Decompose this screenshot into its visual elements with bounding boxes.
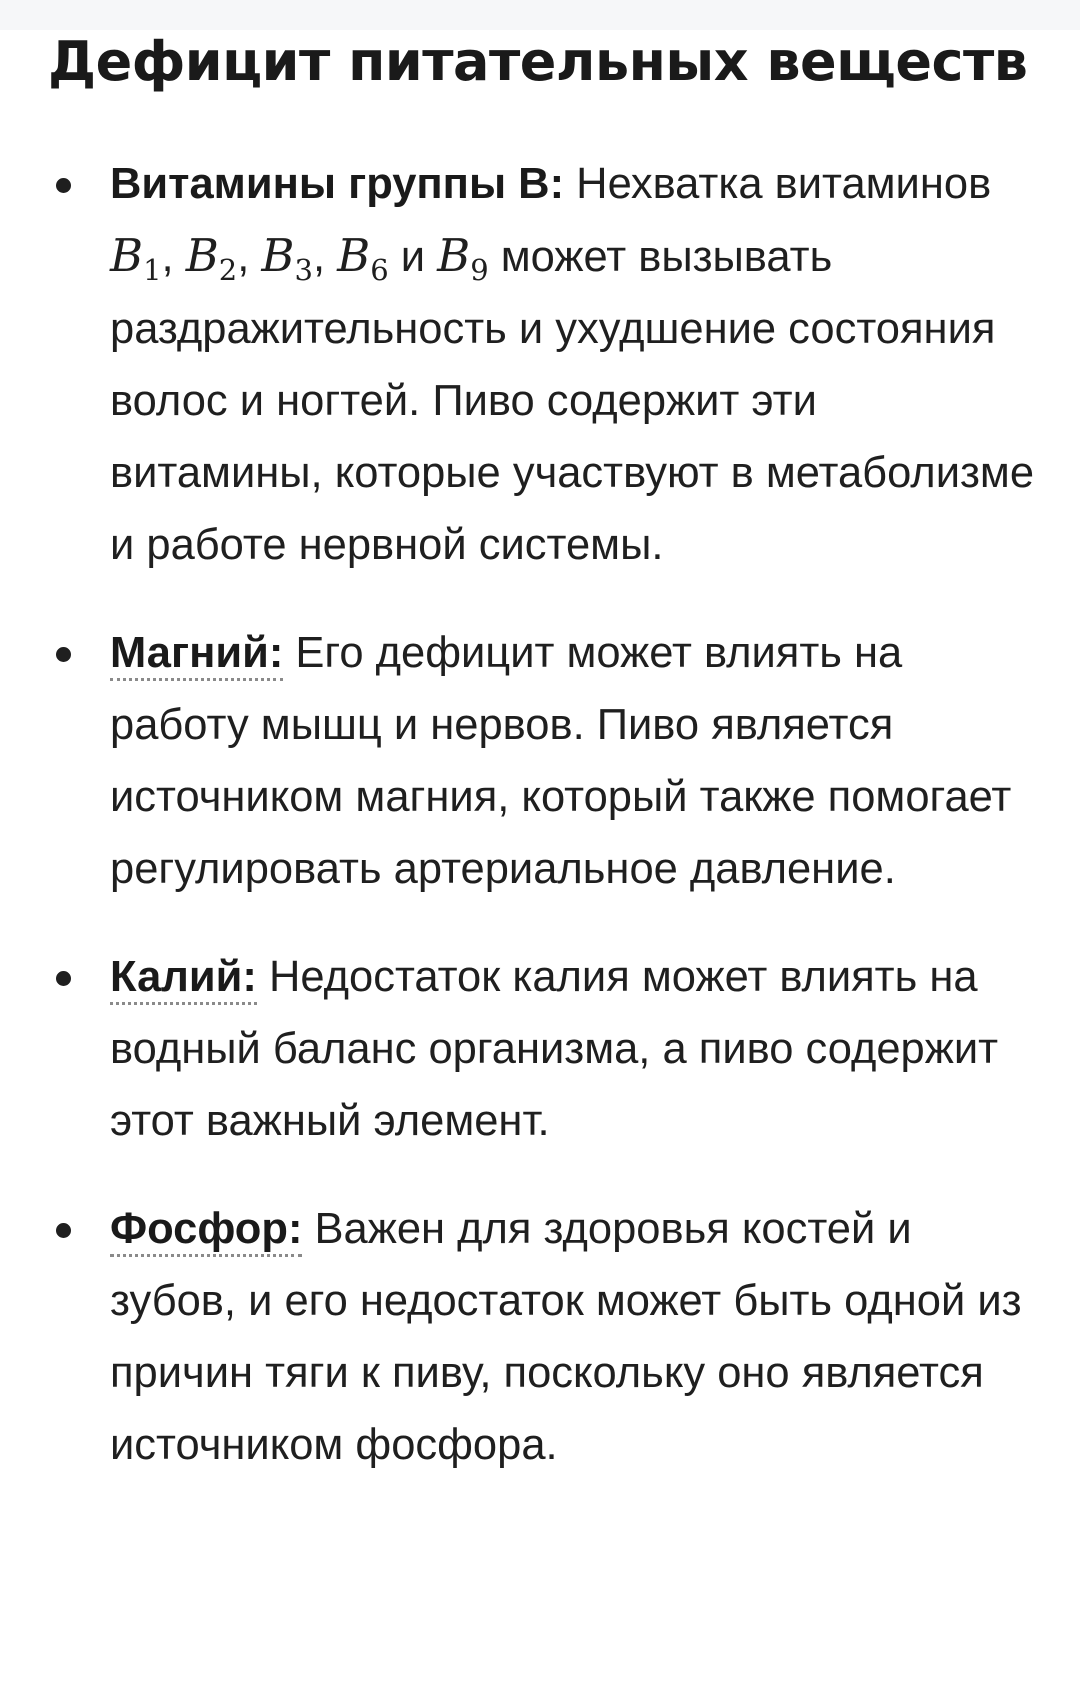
vitamin-base: B [337,229,371,282]
term-link-phosphorus[interactable]: Фосфор: [110,1205,302,1257]
item-text-lead: Нехватка витаминов [564,160,992,208]
bullet-icon [56,1223,71,1238]
vitamin-subscript: 2 [218,253,238,287]
list-item-magnesium [48,617,1040,905]
vitamin-b2 [185,229,238,287]
item-text-tail: может вызывать раздражительность и ухудшение состояния волос и ногтей. Пиво содержит эти витамины, которые участвуют в метаболизме и работе нервной системы. [110,233,1035,569]
bullet-icon [56,971,71,986]
term-link-potassium[interactable]: Калий: [110,953,257,1005]
vitamin-subscript: 3 [294,253,313,287]
item-text: Недостаток калия может влиять на водный баланс организма, а пиво содержит этот важный элемент. [110,953,999,1145]
vitamin-b9 [437,229,489,287]
answer-content [48,22,1040,1517]
bullet-icon [56,647,71,662]
list-item-vitamin-b [48,148,1040,581]
conjunction: и [388,233,438,281]
list-item-phosphorus [48,1193,1040,1481]
section-heading: Дефицит питательных веществ [48,30,1028,93]
term-vitamin-b: Витамины группы B: [110,160,565,208]
vitamin-subscript: 6 [370,253,389,287]
item-text: Важен для здоровья костей и зубов, и его недостаток может быть одной из причин тяги к пиву, поскольку оно является источником фосфора. [110,1205,1022,1469]
separator: , [237,233,262,281]
list-item-potassium [48,941,1040,1157]
deficiency-list [48,148,1040,1481]
term-link-magnesium[interactable]: Магний: [110,629,283,681]
bullet-icon [56,178,71,193]
vitamin-subscript: 9 [470,253,489,287]
vitamin-base: B [261,229,295,282]
separator: , [312,233,338,281]
separator: , [161,233,186,281]
vitamin-b1 [110,229,162,287]
item-text: Его дефицит может влиять на работу мышц и нервов. Пиво является источником магния, который также помогает регулировать артериальное давление. [110,629,1012,893]
vitamin-b3 [261,229,313,287]
vitamin-base: B [185,229,219,282]
vitamin-base: B [110,229,144,282]
vitamin-base: B [437,229,471,282]
vitamin-b6 [337,229,389,287]
vitamin-subscript: 1 [143,253,162,287]
